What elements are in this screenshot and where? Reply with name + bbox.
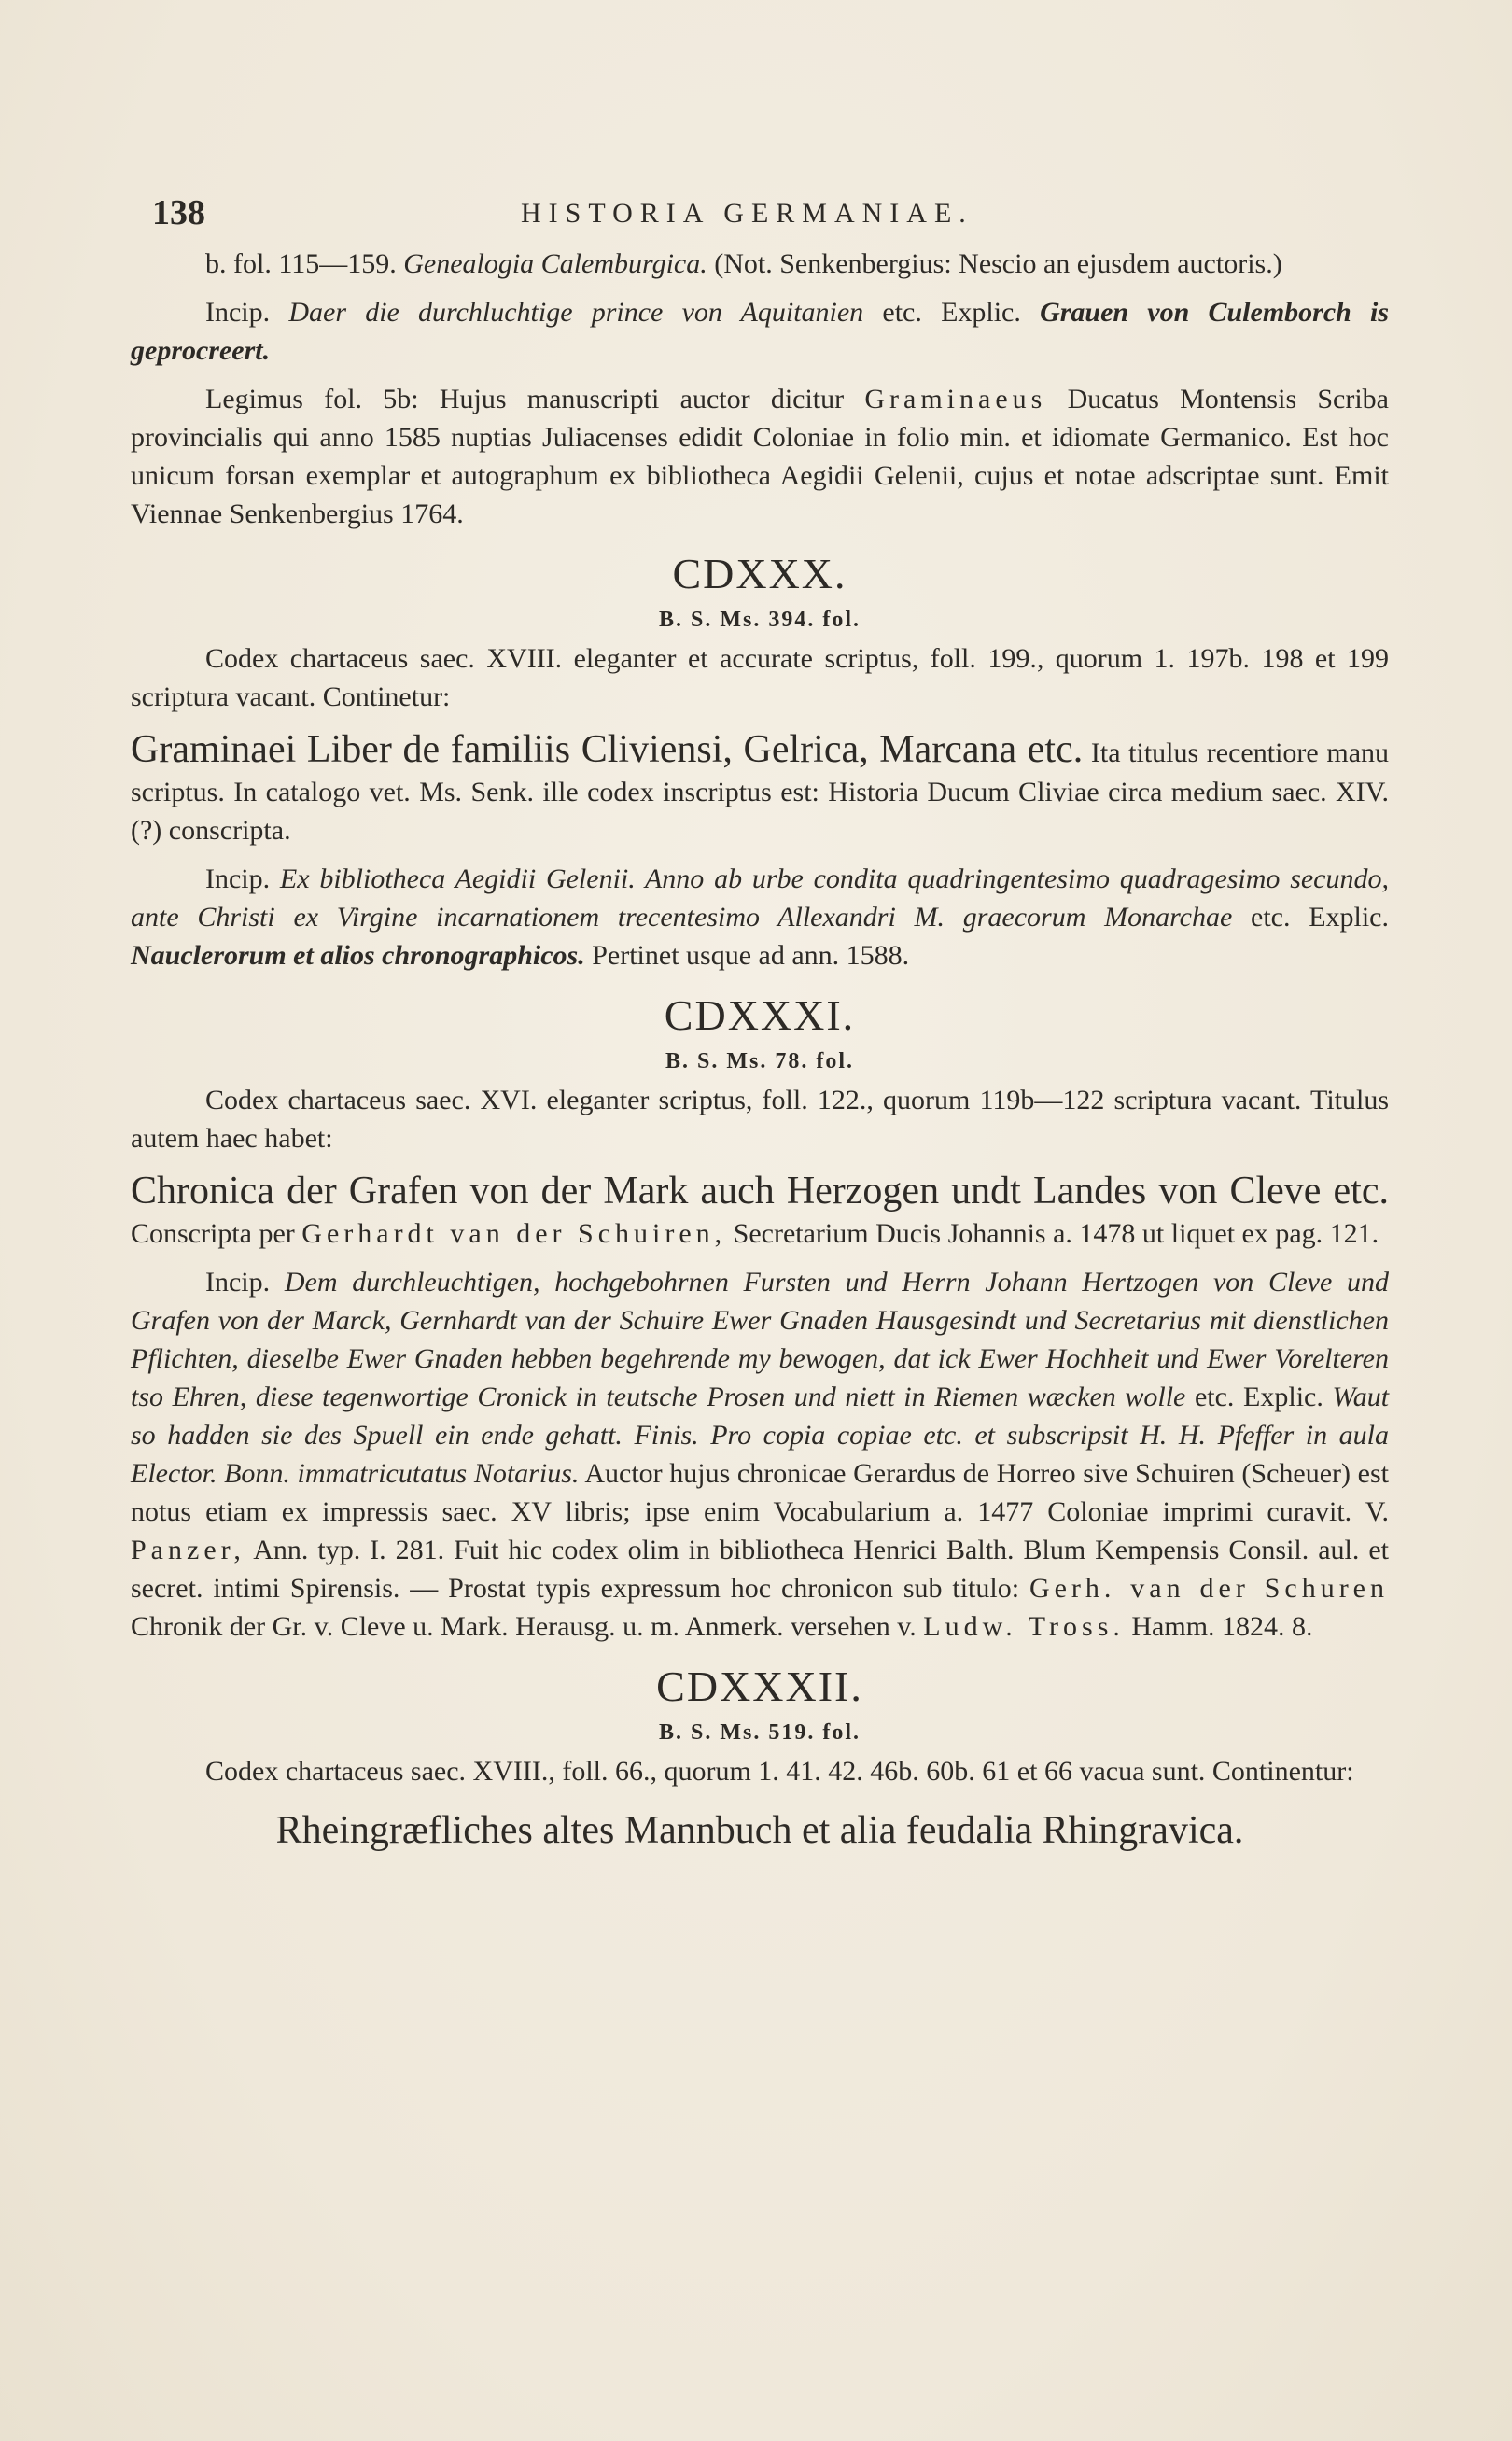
note-text: (Not. Senkenbergius: Nescio an ejusdem auctoris.) [714, 248, 1282, 279]
explic-text: Waut so hadden sie des Spuell ein ende gehatt. Finis. Pro copia copiae etc. et subscripsit H. H. Pfeffer in aula Elector. Bonn. immatricutatus Notarius. [131, 1382, 1390, 1489]
author-name: Gerhardt van der Schuiren, [301, 1218, 727, 1249]
entry-b-line [131, 245, 1389, 283]
auctor-text-b: Ann. typ. I. 281. Fuit hic codex olim in bibliotheca Henrici Balth. Blum Kempensis Consil. aul. et secret. intimi Spirensis. — Prostat typis expressum hoc chronicon sub titulo: [131, 1535, 1389, 1604]
codex-title-paragraph [131, 726, 1389, 849]
shelfmark-cdxxxii: B. S. Ms. 519. fol. [658, 1720, 861, 1745]
codex-description: Codex chartaceus saec. XVIII. eleganter et accurate scriptus, foll. 199., quorum 1. 197b. 198 et 199 scriptura vacant. Continetur: [131, 643, 1389, 712]
incip-label: Incip. [205, 1267, 271, 1298]
folio-range: b. fol. 115—159. [205, 248, 397, 279]
etc-text: etc. [1251, 902, 1291, 933]
codex-title: Rheingræfliches altes Mannbuch et alia feudalia Rhingravica. [275, 1809, 1244, 1852]
incip-text: Daer die durchluchtige prince von Aquitanien [288, 297, 864, 328]
incip-label: Incip. [205, 297, 271, 328]
incip-text: Dem durchleuchtigen, hochgebohrnen Fursten und Herrn Johann Hertzogen von Cleve und Grafen von der Marck, Gernhardt van der Schuire Ewer Gnaden Hausgesindt und Secretarius mit dienstlichen Pflichten, dieselbe Ewer Gnaden hebben begehrende my bewogen, dat ick Ewer Hochheit und Ewer Vorelteren tso Ehren, diese tegenwortige Cronick in teutsche Prosen und niett in Riemen wæcken wolle [131, 1267, 1389, 1412]
incip-label: Incip. [205, 863, 271, 894]
codex-title: Chronica der Grafen von der Mark auch Herzogen undt Landes von Cleve etc. [131, 1170, 1389, 1213]
incipit-paragraph [131, 1263, 1389, 1646]
codex-description: Codex chartaceus saec. XVIII., foll. 66., quorum 1. 41. 42. 46b. 60b. 61 et 66 vacua sunt. Continentur: [205, 1756, 1354, 1787]
codex-title: Graminaei Liber de familiis Cliviensi, Gelrica, Marcana etc. [131, 728, 1084, 771]
incipit-paragraph [131, 860, 1389, 975]
work-title: Genealogia Calemburgica. [403, 248, 707, 279]
shelfmark-cdxxx: B. S. Ms. 394. fol. [658, 608, 861, 632]
conscripta-text: Conscripta per [131, 1218, 295, 1249]
legimus-text-a: Legimus fol. 5b: Hujus manuscripti auctor dicitur [205, 384, 845, 414]
legimus-text-b: Ducatus Montensis Scriba provincialis qui anno 1585 nuptias Juliacenses edidit Coloniae in folio min. et idiomate Germanico. Est hoc unicum forsan exemplar et autographum ex bibliotheca Aegidii Gelenii, cujus et notae adscriptae sunt. Emit Viennae Senkenbergius 1764. [131, 384, 1389, 529]
legimus-paragraph [131, 380, 1389, 533]
auctor-text-c: Chronik der Gr. v. Cleve u. Mark. Herausg. u. m. Anmerk. versehen v. [131, 1611, 917, 1642]
page-number: 138 [152, 193, 205, 232]
shelfmark-cdxxxi: B. S. Ms. 78. fol. [665, 1049, 854, 1073]
auctor-text-a: Auctor hujus chronicae Gerardus de Horreo sive Schuiren (Scheuer) est notus etiam ex impressis saec. XV libris; ipse enim Vocabularium a. 1477 Coloniae imprimi curavit. V. [131, 1458, 1389, 1527]
pertinet-text: Pertinet usque ad ann. 1588. [592, 940, 910, 971]
auctor-text-d: Hamm. 1824. 8. [1131, 1611, 1313, 1642]
codex-title-paragraph [131, 1168, 1389, 1253]
codex-description: Codex chartaceus saec. XVI. eleganter scriptus, foll. 122., quorum 119b—122 scriptura vacant. Titulus autem haec habet: [131, 1085, 1389, 1154]
page-header [152, 192, 1375, 239]
incip-text: Ex bibliotheca Aegidii Gelenii. Anno ab urbe condita quadringentesimo quadragesimo secundo, ante Christi ex Virgine incarnationem trecentesimo Allexandri M. graecorum Monarchae [131, 863, 1390, 933]
incipit-paragraph [131, 293, 1389, 370]
title-note: Ita titulus recentiore manu scriptus. In catalogo vet. Ms. Senk. ille codex inscriptus est: Historia Ducum Cliviae circa medium saec. XIV. (?) conscripta. [131, 737, 1390, 846]
explic-label: Explic. [941, 297, 1021, 328]
section-heading-cdxxx: CDXXX. [672, 550, 847, 597]
etc-text: etc. [882, 297, 922, 328]
codex-title-paragraph [131, 1807, 1389, 1854]
reference-name: Gerh. van der Schuren [1029, 1573, 1389, 1604]
reference-name: Panzer, [131, 1535, 245, 1565]
running-title: HISTORIA GERMANIAE. [521, 198, 973, 229]
explic-label: Explic. [1309, 902, 1389, 933]
section-heading-cdxxxii: CDXXXII. [656, 1662, 863, 1710]
section-heading-cdxxxi: CDXXXI. [664, 991, 856, 1039]
page-body [131, 245, 1389, 1864]
explic-text: Grauen von Culemborch is geprocreert. [131, 297, 1390, 366]
explic-text: Nauclerorum et alios chronographicos. [131, 940, 585, 971]
etc-text: etc. [1194, 1382, 1235, 1412]
reference-name: Ludw. Tross. [923, 1611, 1125, 1642]
author-note: Secretarium Ducis Johannis a. 1478 ut liquet ex pag. 121. [733, 1218, 1379, 1249]
author-name: Graminaeus [864, 384, 1047, 414]
explic-label: Explic. [1243, 1382, 1323, 1412]
